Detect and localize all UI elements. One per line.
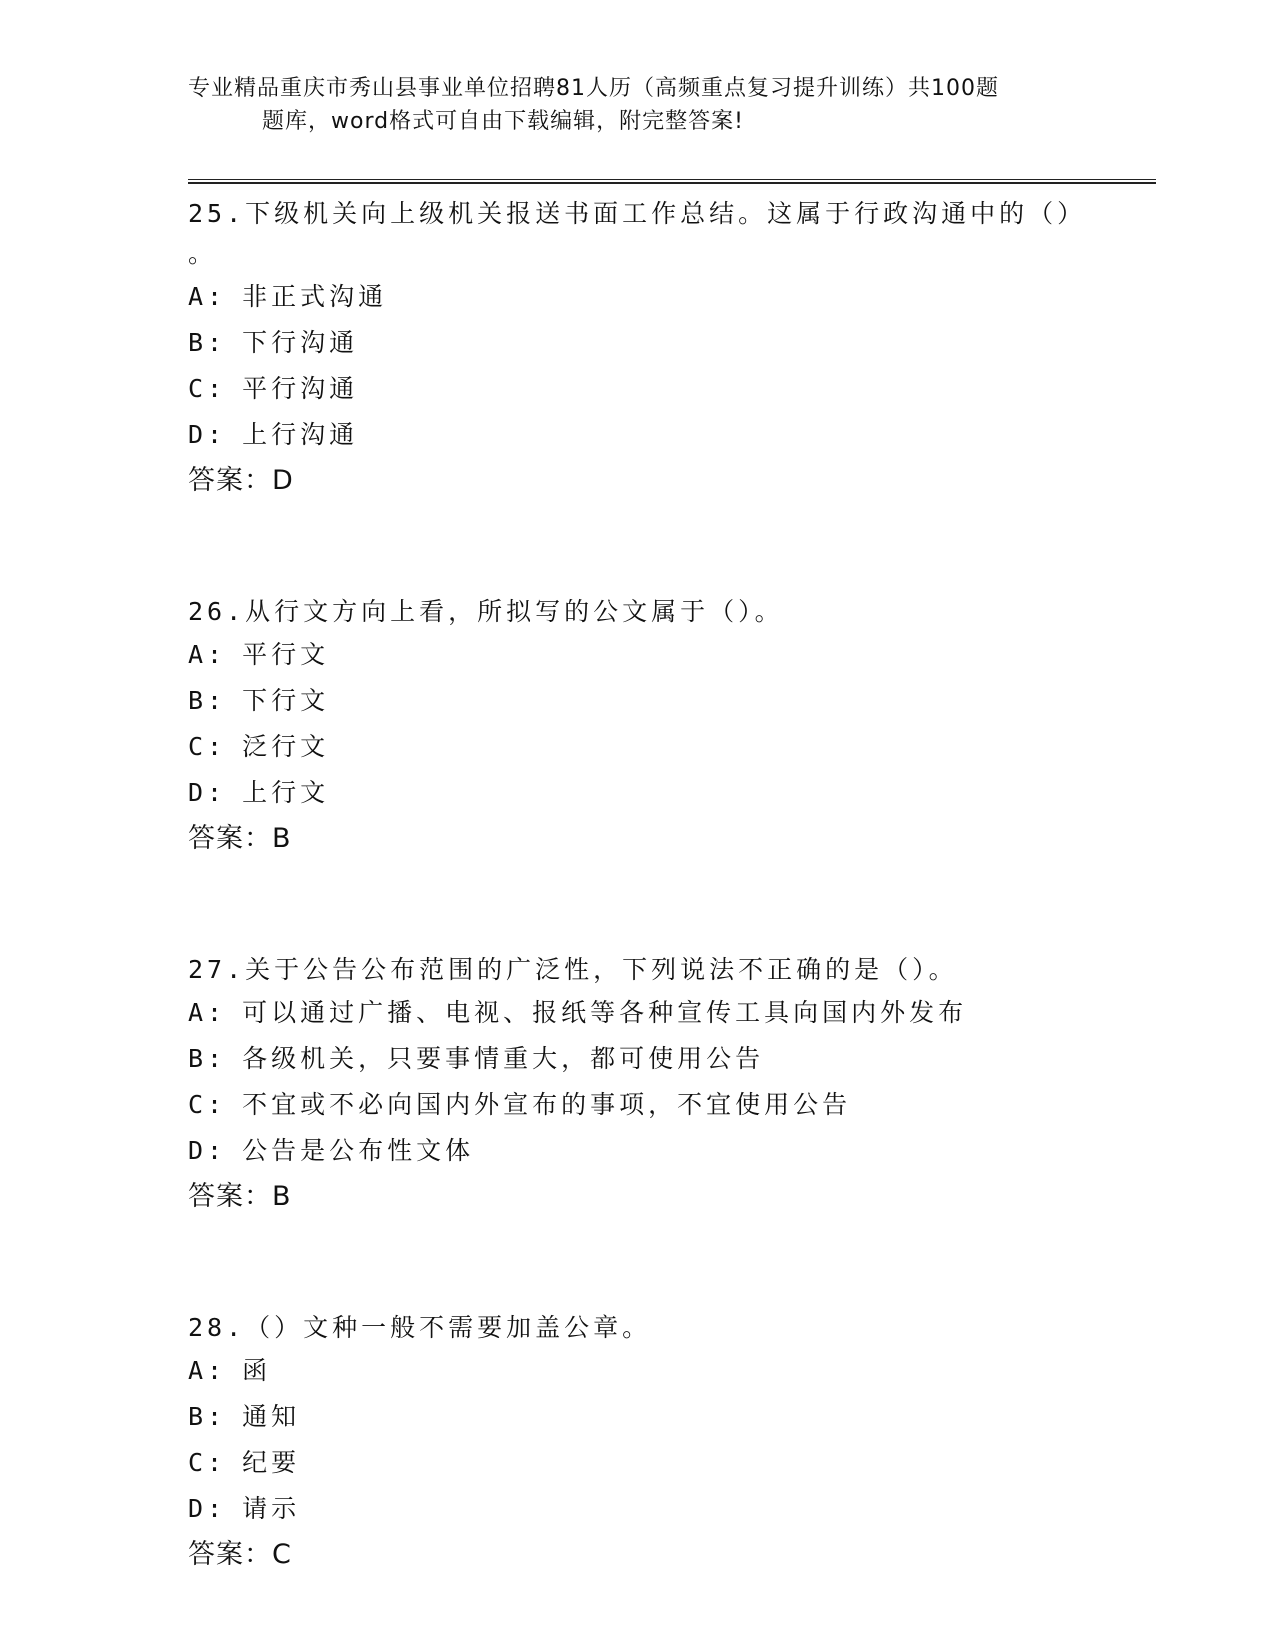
option-text: 平行文 xyxy=(242,640,330,669)
question-stem: 28.（）文种一般不需要加盖公章。 xyxy=(188,1313,652,1342)
option-letter: D: xyxy=(188,778,227,807)
document-header xyxy=(188,72,1068,138)
option-a xyxy=(188,990,1156,1036)
question-spacer xyxy=(188,1220,1156,1304)
option-b xyxy=(188,320,1156,366)
option-letter: A: xyxy=(188,998,227,1027)
option-letter: B: xyxy=(188,1044,227,1073)
option-d xyxy=(188,412,1156,458)
option-text: 上行文 xyxy=(242,778,330,807)
option-b xyxy=(188,678,1156,724)
option-letter: D: xyxy=(188,420,227,449)
option-a xyxy=(188,1348,1156,1394)
option-letter: B: xyxy=(188,1402,227,1431)
question-spacer xyxy=(188,862,1156,946)
option-text: 纪要 xyxy=(242,1448,301,1477)
option-letter: D: xyxy=(188,1494,227,1523)
option-letter: C: xyxy=(188,1090,227,1119)
option-text: 下行文 xyxy=(242,686,330,715)
header-divider xyxy=(188,179,1156,184)
question-25 xyxy=(188,194,1156,504)
option-letter: B: xyxy=(188,328,227,357)
option-letter: A: xyxy=(188,1356,227,1385)
option-letter: A: xyxy=(188,282,227,311)
header-title-line2: 题库，word格式可自由下载编辑，附完整答案! xyxy=(262,109,744,134)
option-d xyxy=(188,1128,1156,1174)
question-28 xyxy=(188,1308,1156,1578)
question-stem: 26.从行文方向上看，所拟写的公文属于（）。 xyxy=(188,597,784,626)
answer-line: 答案：C xyxy=(188,1539,292,1570)
option-text: 请示 xyxy=(242,1494,301,1523)
answer-line: 答案：B xyxy=(188,823,292,854)
option-letter: A: xyxy=(188,640,227,669)
option-b xyxy=(188,1036,1156,1082)
option-text: 公告是公布性文体 xyxy=(242,1136,475,1165)
option-text: 函 xyxy=(242,1356,272,1385)
option-letter: C: xyxy=(188,1448,227,1477)
option-c xyxy=(188,724,1156,770)
answer-line: 答案：B xyxy=(188,1181,292,1212)
question-spacer xyxy=(188,504,1156,588)
header-title-line1: 专业精品重庆市秀山县事业单位招聘81人历（高频重点复习提升训练）共100题 xyxy=(188,76,999,101)
option-text: 通知 xyxy=(242,1402,301,1431)
option-text: 各级机关，只要事情重大，都可使用公告 xyxy=(242,1044,765,1073)
option-text: 下行沟通 xyxy=(242,328,359,357)
option-text: 可以通过广播、电视、报纸等各种宣传工具向国内外发布 xyxy=(242,998,968,1027)
option-b xyxy=(188,1394,1156,1440)
question-list xyxy=(188,190,1156,1578)
option-c xyxy=(188,1082,1156,1128)
option-text: 上行沟通 xyxy=(242,420,359,449)
question-26 xyxy=(188,592,1156,862)
option-text: 平行沟通 xyxy=(242,374,359,403)
option-a xyxy=(188,274,1156,320)
option-c xyxy=(188,1440,1156,1486)
option-a xyxy=(188,632,1156,678)
option-d xyxy=(188,1486,1156,1532)
question-stem-continuation: 。 xyxy=(188,239,218,268)
option-letter: D: xyxy=(188,1136,227,1165)
option-letter: B: xyxy=(188,686,227,715)
question-stem: 25.下级机关向上级机关报送书面工作总结。这属于行政沟通中的（） xyxy=(188,199,1087,228)
option-letter: C: xyxy=(188,732,227,761)
answer-line: 答案：D xyxy=(188,465,294,496)
question-stem: 27.关于公告公布范围的广泛性，下列说法不正确的是（）。 xyxy=(188,955,958,984)
option-text: 泛行文 xyxy=(242,732,330,761)
option-letter: C: xyxy=(188,374,227,403)
option-c xyxy=(188,366,1156,412)
question-27 xyxy=(188,950,1156,1220)
option-text: 不宜或不必向国内外宣布的事项，不宜使用公告 xyxy=(242,1090,852,1119)
option-d xyxy=(188,770,1156,816)
option-text: 非正式沟通 xyxy=(242,282,388,311)
